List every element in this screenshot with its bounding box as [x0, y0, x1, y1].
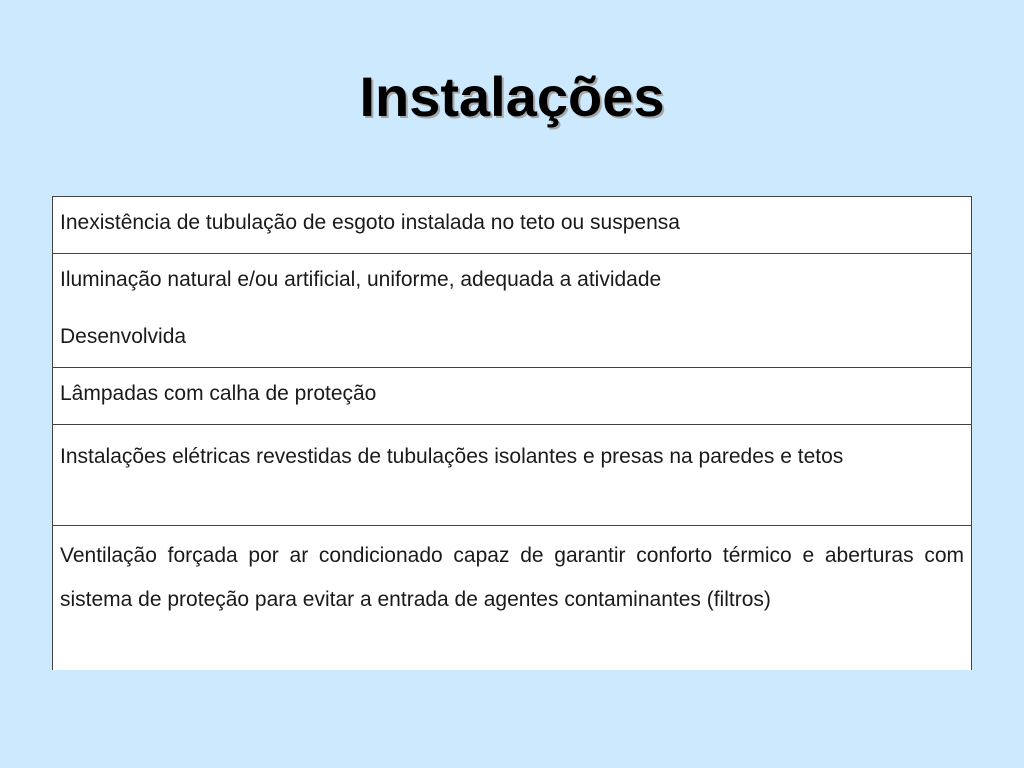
row-text: Inexistência de tubulação de esgoto instalada no teto ou suspensa [60, 211, 680, 234]
row-text: Ventilação forçada por ar condicionado capaz de garantir conforto térmico e aberturas com sistema de proteção para evitar a entrada de agentes contaminantes (filtros) [60, 544, 964, 611]
row-text: Iluminação natural e/ou artificial, uniforme, adequada a atividade [60, 268, 662, 291]
row-text-continuation: Desenvolvida [60, 325, 187, 348]
row-text: Instalações elétricas revestidas de tubulações isolantes e presas na paredes e tetos [60, 445, 844, 468]
table-row [53, 197, 971, 254]
table-row [53, 526, 971, 670]
checklist-table [52, 196, 972, 670]
row-text: Lâmpadas com calha de proteção [60, 382, 377, 405]
table-row [53, 425, 971, 526]
slide-title: Instalações [359, 65, 665, 128]
table-row [53, 254, 971, 368]
table-row [53, 368, 971, 425]
